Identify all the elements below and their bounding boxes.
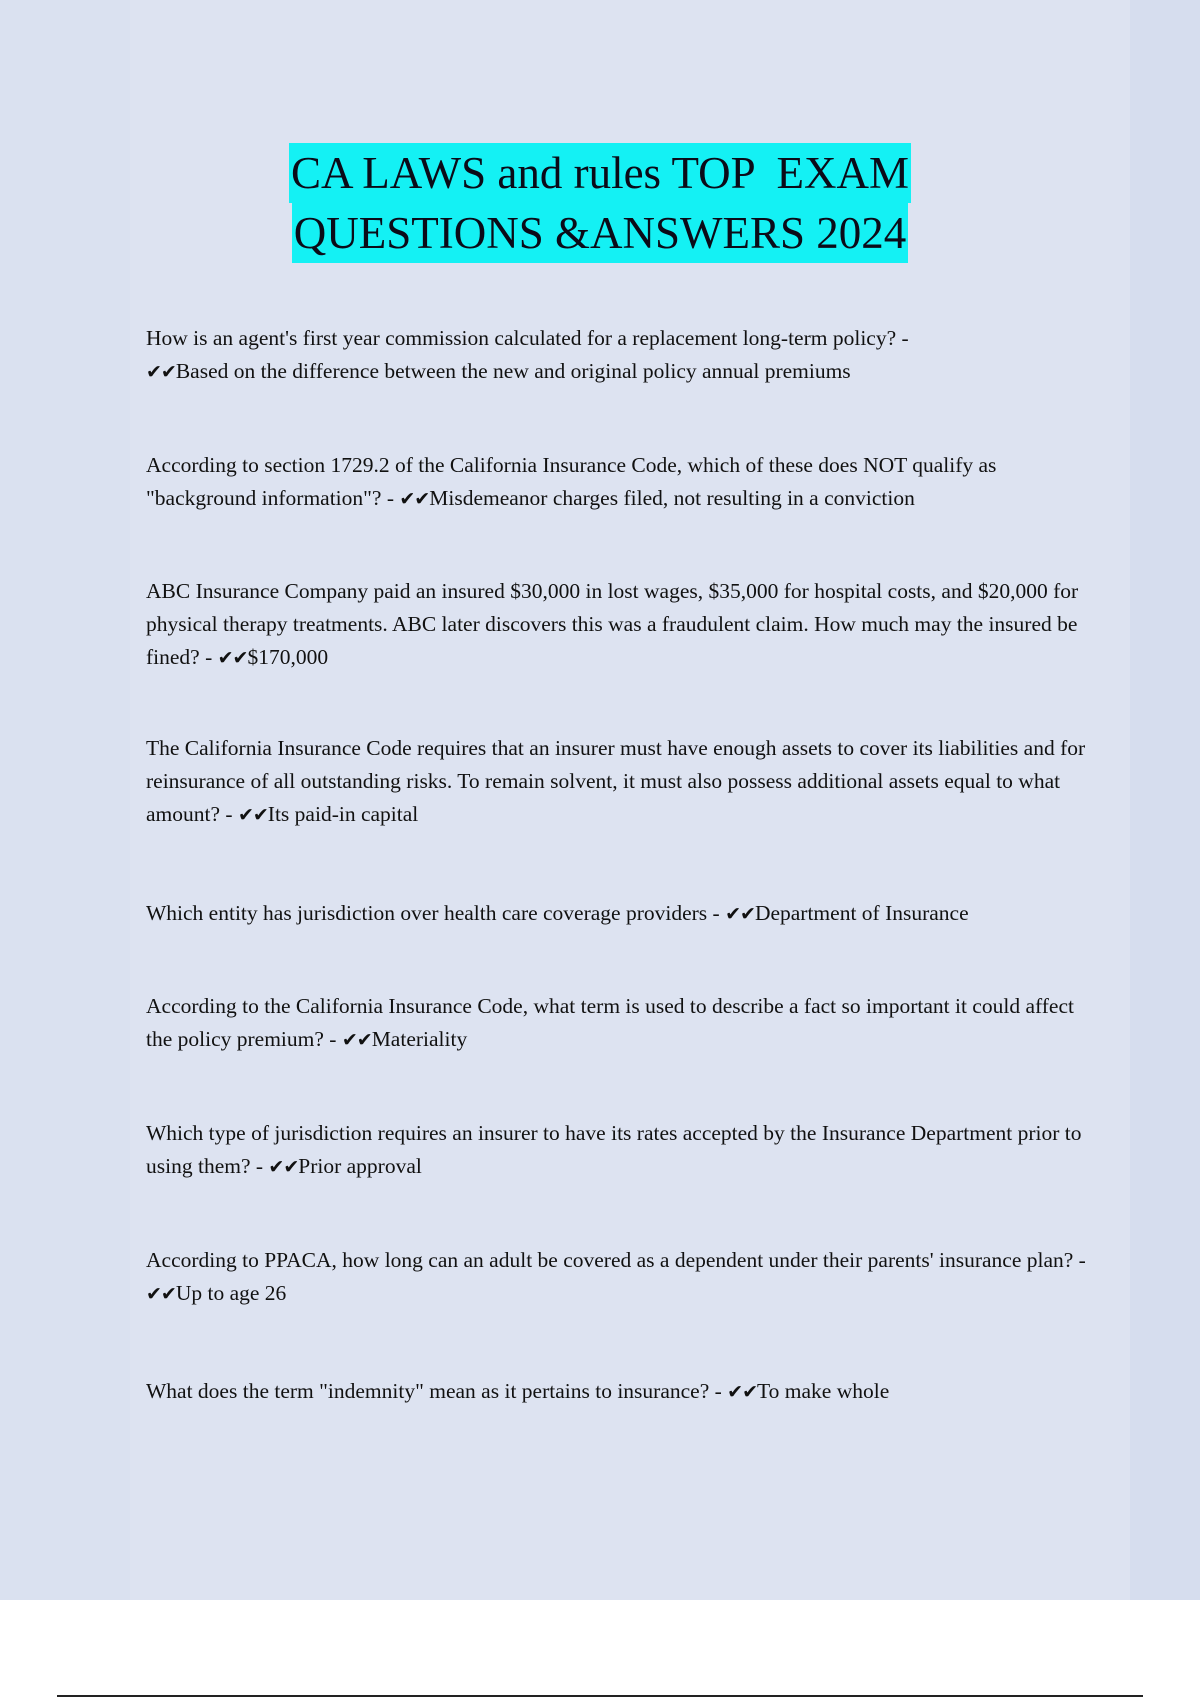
question-text: The California Insurance Code requires that an insurer must have enough assets to cover its liabilities and for reinsurance of all outstanding risks. To remain solvent, it must also possess additional assets equal to what amount? -	[146, 736, 1086, 826]
question-text: Which type of jurisdiction requires an insurer to have its rates accepted by the Insurance Department prior to using them? -	[146, 1121, 1082, 1178]
question-text: According to section 1729.2 of the California Insurance Code, which of these does NOT qualify as "background information"? -	[146, 453, 997, 510]
answer-text: Up to age 26	[175, 1281, 287, 1305]
qa-item-1	[146, 322, 1086, 389]
qa-item-3	[146, 575, 1086, 675]
answer-text: To make whole	[757, 1379, 890, 1403]
check-icon: ✔✔	[237, 804, 268, 826]
answer-text: $170,000	[247, 645, 329, 669]
qa-item-5	[146, 897, 1086, 931]
title-line-2: QUESTIONS &ANSWERS 2024	[292, 203, 909, 263]
qa-item-7	[146, 1117, 1086, 1184]
question-text: Which entity has jurisdiction over health care coverage providers -	[146, 901, 720, 925]
footer-divider	[57, 1695, 1143, 1697]
document-title	[0, 143, 1200, 263]
answer-text: Prior approval	[298, 1154, 422, 1178]
check-icon: ✔✔	[399, 488, 430, 510]
check-icon: ✔✔	[725, 903, 755, 925]
qa-item-8	[146, 1244, 1086, 1311]
question-text: According to PPACA, how long can an adult be covered as a dependent under their parents' insurance plan? -	[146, 1248, 1086, 1272]
question-text: ABC Insurance Company paid an insured $30,000 in lost wages, $35,000 for hospital costs, and $20,000 for physical therapy treatments. ABC later discovers this was a fraudulent claim. How much may the insured be fined? -	[146, 579, 1079, 669]
check-icon: ✔✔	[341, 1029, 372, 1051]
title-line-1: CA LAWS and rules TOP EXAM	[289, 143, 911, 203]
check-icon: ✔✔	[268, 1156, 299, 1178]
check-icon: ✔✔	[727, 1381, 757, 1403]
question-text: How is an agent's first year commission calculated for a replacement long-term policy? -	[146, 326, 909, 350]
question-text: What does the term "indemnity" mean as it pertains to insurance? -	[146, 1379, 722, 1403]
qa-item-6	[146, 990, 1086, 1057]
check-icon: ✔✔	[146, 1283, 176, 1305]
qa-item-2	[146, 449, 1086, 516]
check-icon: ✔✔	[217, 647, 248, 669]
answer-text: Based on the difference between the new and original policy annual premiums	[175, 359, 851, 383]
answer-text: Materiality	[371, 1027, 468, 1051]
check-icon: ✔✔	[146, 361, 176, 383]
qa-item-9	[146, 1375, 1086, 1409]
qa-item-4	[146, 732, 1086, 832]
answer-text: Department of Insurance	[754, 901, 969, 925]
question-text: According to the California Insurance Code, what term is used to describe a fact so important it could affect the policy premium? -	[146, 994, 1074, 1051]
answer-text: Misdemeanor charges filed, not resulting in a conviction	[429, 486, 915, 510]
answer-text: Its paid-in capital	[267, 802, 419, 826]
